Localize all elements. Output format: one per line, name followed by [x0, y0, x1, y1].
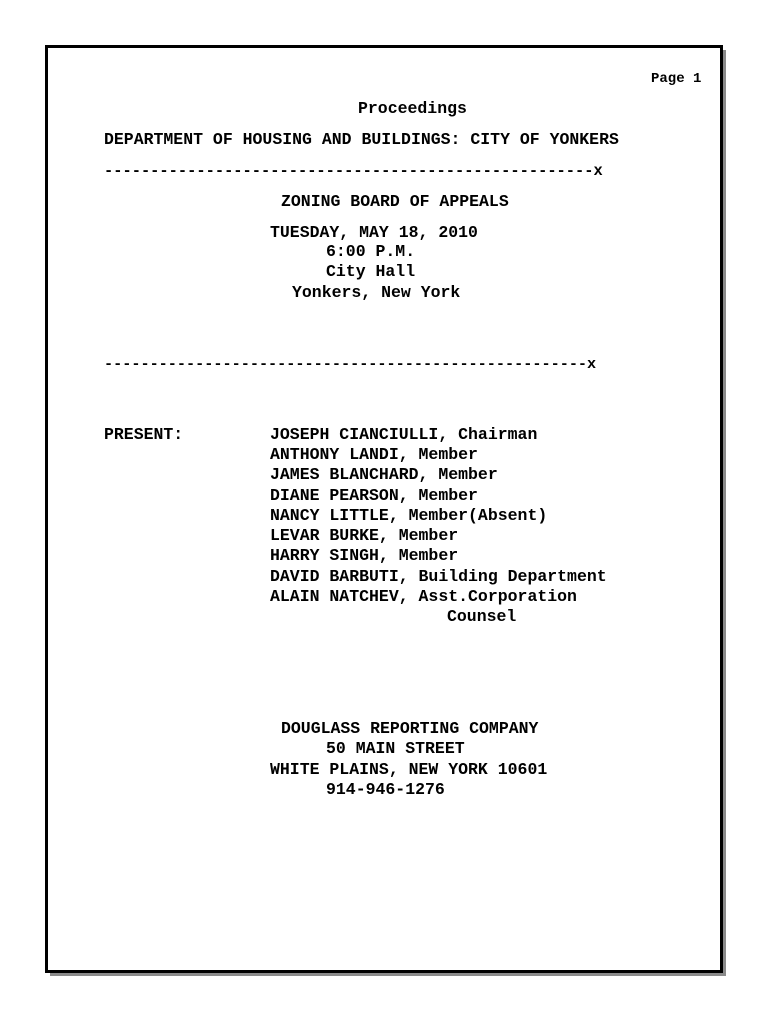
attendee: HARRY SINGH, Member [270, 546, 459, 565]
attendee: DAVID BARBUTI, Building Department [270, 567, 607, 586]
attendee: DIANE PEARSON, Member [270, 486, 478, 505]
reporter-phone: 914-946-1276 [326, 780, 445, 799]
attendee: ALAIN NATCHEV, Asst.Corporation [270, 587, 577, 606]
meeting-venue: City Hall [326, 262, 416, 281]
separator-top: -----------------------------------------------------x [104, 162, 603, 180]
meeting-date: TUESDAY, MAY 18, 2010 [270, 223, 478, 242]
department-heading: DEPARTMENT OF HOUSING AND BUILDINGS: CITY OF YONKERS [104, 130, 619, 149]
page-number: Page 1 [651, 71, 702, 87]
reporter-city: WHITE PLAINS, NEW YORK 10601 [270, 760, 548, 779]
attendee: LEVAR BURKE, Member [270, 526, 459, 545]
attendee: JAMES BLANCHARD, Member [270, 465, 498, 484]
reporter-name: DOUGLASS REPORTING COMPANY [281, 719, 539, 738]
attendee-continuation: Counsel [447, 607, 517, 626]
present-label: PRESENT: [104, 425, 184, 444]
document-title: Proceedings [358, 99, 467, 118]
attendee: ANTHONY LANDI, Member [270, 445, 478, 464]
attendee: NANCY LITTLE, Member(Absent) [270, 506, 548, 525]
board-name: ZONING BOARD OF APPEALS [281, 192, 509, 211]
attendee: JOSEPH CIANCIULLI, Chairman [270, 425, 538, 444]
reporter-street: 50 MAIN STREET [326, 739, 465, 758]
separator-bottom: -----------------------------------------------------x [104, 355, 597, 373]
meeting-location: Yonkers, New York [292, 283, 461, 302]
meeting-time: 6:00 P.M. [326, 242, 416, 261]
